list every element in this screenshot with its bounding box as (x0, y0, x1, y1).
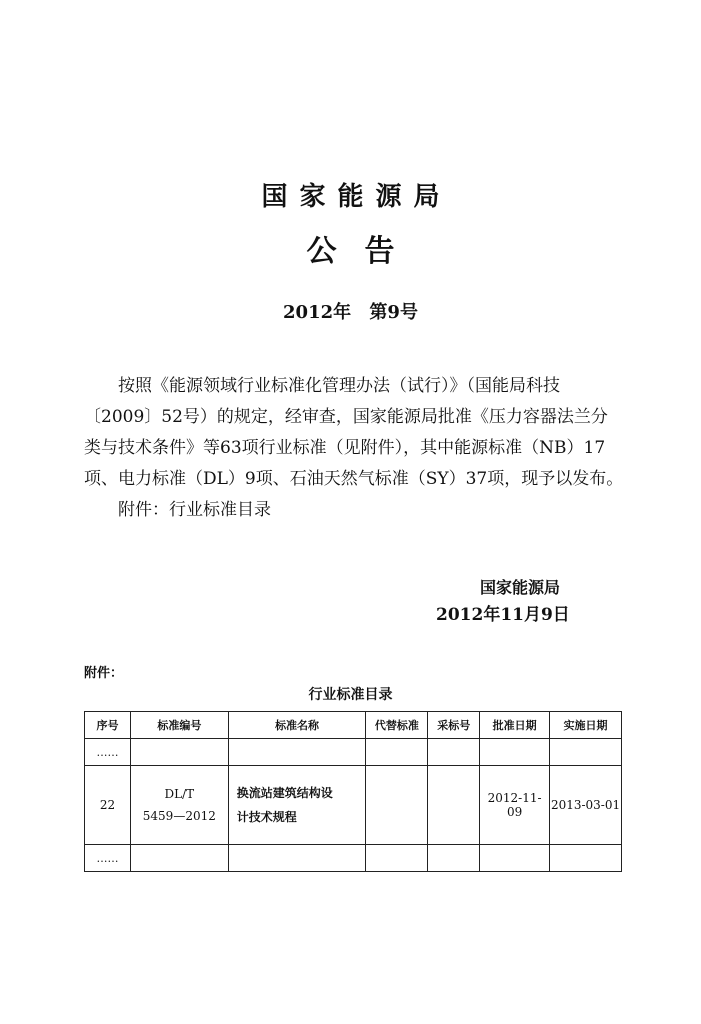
table-title: 行业标准目录 (308, 687, 393, 703)
issue-year: 2012年 (283, 302, 352, 323)
cell-name (228, 766, 366, 845)
col-header-code: 标准编号 (130, 712, 228, 739)
table-row (85, 766, 622, 845)
cell-approved: 2012-11-09 (480, 766, 550, 845)
name-line-1: 换流站建筑结构设 (236, 786, 333, 800)
cell-adopted (428, 766, 480, 845)
body-line-1: 按照《能源领域行业标准化管理办法（试行）》（国能局科技 (118, 376, 560, 396)
col-header-adopted: 采标号 (428, 712, 480, 739)
body-line-4: 项、电力标准（DL）9项、石油天然气标准（SY）37项，现予以发布。 (84, 469, 624, 489)
col-header-replaces: 代替标准 (366, 712, 428, 739)
ellipsis-cell: …… (85, 739, 131, 766)
issue-number (0, 298, 701, 324)
col-header-seq: 序号 (85, 712, 131, 739)
signature-org: 国家能源局 (480, 578, 561, 597)
standards-table (84, 711, 622, 872)
attachment-note: 附件：行业标准目录 (118, 500, 271, 520)
name-line-2: 计技术规程 (236, 810, 297, 824)
col-header-approved: 批准日期 (480, 712, 550, 739)
code-prefix: DL/T (164, 787, 195, 801)
table-header-row (85, 712, 622, 739)
issuer-title: 国家能源局 (261, 182, 452, 212)
document-type-title: 公告 (306, 234, 423, 269)
attachment-label: 附件： (84, 666, 124, 681)
table-row (85, 739, 622, 766)
body-line-2: 〔2009〕52号）的规定，经审查，国家能源局批准《压力容器法兰分 (84, 407, 608, 427)
code-number: 5459—2012 (142, 809, 216, 823)
cell-seq: 22 (85, 766, 131, 845)
table-row (85, 845, 622, 872)
cell-code (130, 766, 228, 845)
col-header-effective: 实施日期 (550, 712, 622, 739)
signature-date: 2012年11月9日 (436, 605, 570, 625)
announcement-body (84, 371, 624, 526)
col-header-name: 标准名称 (228, 712, 366, 739)
cell-effective: 2013-03-01 (550, 766, 622, 845)
ellipsis-cell: …… (85, 845, 131, 872)
body-line-3: 类与技术条件》等63项行业标准（见附件），其中能源标准（NB）17 (84, 438, 606, 458)
cell-replaces (366, 766, 428, 845)
issue-no: 第9号 (369, 302, 418, 323)
